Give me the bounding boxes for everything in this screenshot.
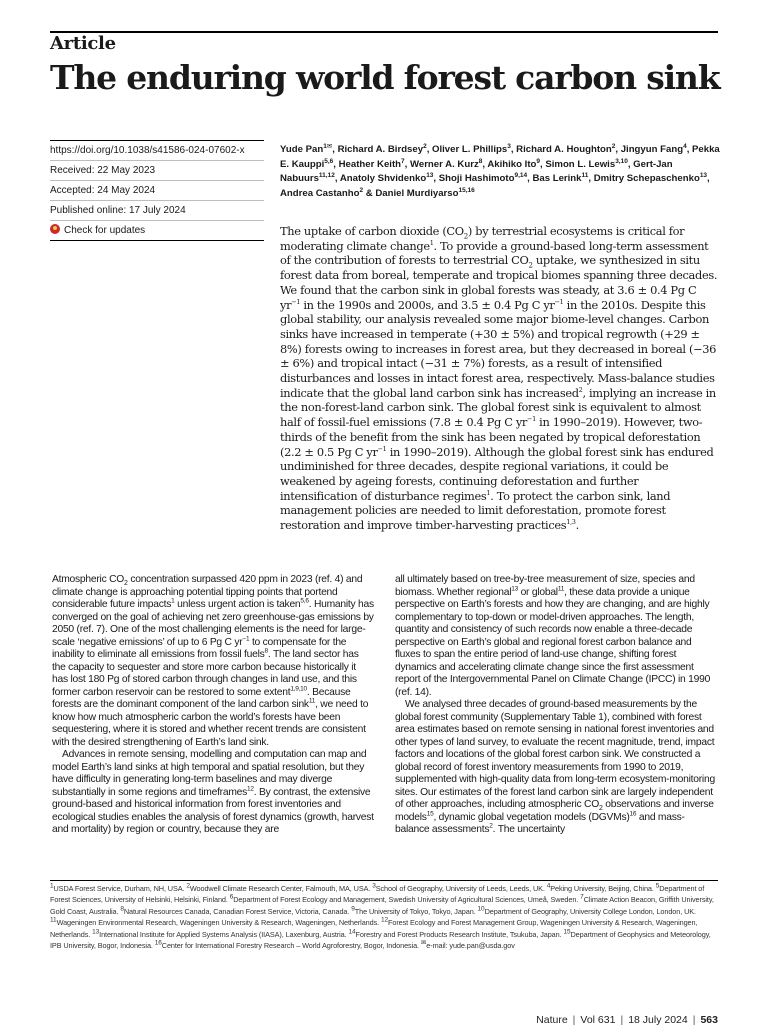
received-date: Received: 22 May 2023: [50, 161, 264, 181]
abstract: The uptake of carbon dioxide $(CO_2)$ by terrestrial ecosystems is critical for moderating climate change$^1$. To provide a ground-based long-term assessment of the contribution of forests to terrestrial $CO_2$ uptake, we synthesized in situ forest data from boreal, temperate and tropical biomes spanning three decades. We found that the carbon sink in global forests was steady, at 3.6 ± 0.4 Pg C $yr^{-1}$ in the 1990s and 2000s, and 3.5 ± 0.4 Pg C $yr^{-1}$ in the 2010s. Despite this global stability, our analysis revealed some major biome-level changes. Carbon sinks have increased in temperate (+30 ± 5%) and tropical regrowth (+29 ± 8%) forests owing to increases in forest area, but they decreased in boreal (−36 ± 6%) and tropical intact (−31 ± 7%) forests, as a result of intensified disturbances and losses in intact forest area, respectively. Mass-balance studies indicate that the global land carbon sink has increased$^2$, implying an increase in the non-forest-land carbon sink. The global forest sink is equivalent to almost half of fossil-fuel emissions (7.8 ± 0.4 Pg C $yr^{-1}$ in 1990–2019). However, two-thirds of the benefit from the sink has been negated by tropical deforestation (2.2 ± 0.5 Pg C $yr^{-1}$ in 1990–2019). Although the global forest sink has endured undiminished for three decades, despite regional variations, it could be weakened by ageing forests, continuing deforestation and further intensification of disturbance regimes$^1$. To protect the carbon sink, land management policies are needed to limit deforestation, promote forest restoration and improve timber-harvesting practices$^{1,3}$.: [280, 224, 718, 533]
page-number: 563: [700, 1014, 718, 1026]
body-paragraph: We analysed three decades of ground-based measurements by the global forest community (Supplementary Table 1), combined with forest area estimates based on remote sensing in national forest inventories and other types of land survey, to evaluate the recent magnitude, trend, impact factors and locations of the global forest carbon sink. We constructed a global record of forest inventory measurements from 1990 to 2019, supplemented with high-quality data from long-term ecosystem-monitoring sites. Our estimates of the forest land carbon sink are largely independent of other approaches, including atmospheric $CO_2$ observations and inverse models$^{15}$, dynamic global vegetation models (DGVMs)$^{16}$ and mass-balance assessments$^2$. The uncertainty: [395, 699, 715, 835]
section-label: Article: [50, 33, 116, 54]
doi-link[interactable]: https://doi.org/10.1038/s41586-024-07602-x: [50, 140, 264, 161]
footnote-rule: [50, 880, 718, 881]
journal-name: Nature: [536, 1014, 568, 1026]
volume: Vol 631: [580, 1014, 616, 1026]
page-footer: Nature | Vol 631 | 18 July 2024 | 563: [536, 1014, 718, 1026]
issue-date: 18 July 2024: [628, 1014, 688, 1026]
check-for-updates-icon: [50, 224, 60, 234]
accepted-date: Accepted: 24 May 2024: [50, 181, 264, 201]
check-for-updates-button[interactable]: [50, 221, 264, 241]
body-column-right: [395, 574, 717, 837]
published-date: Published online: 17 July 2024: [50, 201, 264, 221]
paper-title: The enduring world forest carbon sink: [50, 58, 720, 97]
check-for-updates-label: Check for updates: [64, 225, 146, 236]
author-affiliations: $^1$USDA Forest Service, Durham, NH, USA. $^2$Woodwell Climate Research Center, Falmouth, MA, USA. $^3$School of Geography, University of Leeds, Leeds, UK. $^4$Peking University, Beijing, China. $^5$Department of Forest Sciences, University of Helsinki, Helsinki, Finland. $^6$Department of Forest Ecology and Management, Swedish University of Agricultural Sciences, Umeå, Sweden. $^7$Climate Action Beacon, Griffith University, Gold Coast, Australia. $^8$Natural Resources Canada, Canadian Forest Service, Victoria, Canada. $^9$The University of Tokyo, Tokyo, Japan. $^{10}$Department of Geography, University College London, London, UK. $^{11}$Wageningen Environmental Research, Wageningen University & Research, Wageningen, Netherlands. $^{12}$Forest Ecology and Forest Management Group, Wageningen University & Research, Wageningen, Netherlands. $^{13}$International Institute for Applied Systems Analysis (IIASA), Laxenburg, Austria. $^{14}$Forestry and Forest Products Research Institute, Tsukuba, Japan. $^{15}$Department of Geophysics and Meteorology, IPB University, Bogor, Indonesia. $^{16}$Center for International Forestry Research – World Agroforestry, Bogor, Indonesia. ✉e-mail: yude.pan@usda.gov: [50, 882, 714, 951]
author-list: Yude Pan$^{1✉}$, Richard A. Birdsey$^2$, Oliver L. Phillips$^3$, Richard A. Houghton$^2$, Jingyun Fang$^4$, Pekka E. Kauppi$^{5,6}$, Heather Keith$^7$, Werner A. Kurz$^8$, Akihiko Ito$^9$, Simon L. Lewis$^{3,10}$, Gert-Jan Nabuurs$^{11,12}$, Anatoly Shvidenko$^{13}$, Shoji Hashimoto$^{9,14}$, Bas Lerink$^{11}$, Dmitry Schepaschenko$^{13}$, Andrea Castanho$^2$ & Daniel Murdiyarso$^{15,16}$: [280, 142, 720, 199]
body-paragraph: Advances in remote sensing, modelling and computation can map and model Earth’s land sinks at high temporal and spatial resolution, but they have difficulty in generating long-term baselines and may diverge substantially in some regions and timeframes$^{12}$. By contrast, the extensive ground-based and historical information from forest inventories and ecological studies enables the analysis of forest dynamics (growth, harvest and mortality) by region or country, because they are: [52, 749, 374, 835]
top-rule: [50, 31, 718, 33]
body-paragraph: Atmospheric $CO_2$ concentration surpassed 420 ppm in 2023 (ref. 4) and climate change is approaching potential tipping points that portend considerable future impacts$^1$ unless urgent action is taken$^{5,6}$. Humanity has converged on the goal of achieving net zero greenhouse-gas emissions by 2050 (ref. 7). One of the most challenging elements is the need for large-scale ‘negative emissions’ of up to 6 Pg C $yr^{-1}$ to compensate for the inability to eliminate all emissions from fossil fuels$^8$. The land sector has the capacity to sequester and store more carbon because historically it has lost 180 Pg of stored carbon through changes in land use, and this former carbon reservoir can be restored to some extent$^{1,9,10}$. Because forests are the dominant component of the land carbon sink$^{11}$, we need to know how much atmospheric carbon the world’s forests have been sequestering, where it is stored and whether recent trends are consistent with the desired strengthening of Earth’s land sink.: [52, 574, 374, 748]
article-metadata: [50, 140, 264, 241]
body-column-left: [52, 574, 374, 837]
body-paragraph: all ultimately based on tree-by-tree measurement of size, species and biomass. Whether regional$^{13}$ or global$^{11}$, these data provide a unique perspective on Earth’s forests and how they are changing, and are highly complementary to top-down or model-driven approaches. The length, quantity and consistency of such records now enable a three-decade perspective on Earth’s global and regional forest carbon balance and fluxes to span the entire period of land-use change, shifting forest dynamics and accelerating climate change since the first assessment report of the Intergovernmental Panel on Climate Change (IPCC) in 1990 (ref. 14).: [395, 574, 711, 698]
